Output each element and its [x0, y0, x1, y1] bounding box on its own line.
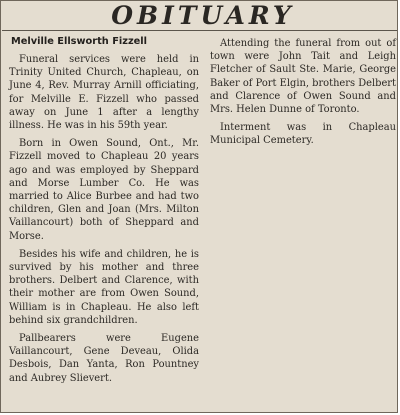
masthead [1, 1, 398, 31]
article-headline: Melville Ellsworth Fizzell [11, 36, 148, 47]
paragraph-interment: Interment was in Chapleau Municipal Cemetery. [210, 122, 396, 147]
paragraph-biography: Born in Owen Sound, Ont., Mr. Fizzell moved to Chapleau 20 years ago and was employed by Sheppard and Morse Lumber Co. He was married to Alice Burbee and had two children, Glen and Joan (Mrs. Milton Vaillancourt) both of Sheppard and Morse. [9, 138, 199, 242]
paragraph-out-of-town-attendees: Attending the funeral from out of town were John Tait and Leigh Fletcher of Sault Ste. Marie, George Baker of Port Elgin, brothers Delbert and Clarence of Owen Sound and Mrs. Helen Dunne of Toronto. [210, 38, 396, 116]
paragraph-survivors: Besides his wife and children, he is survived by his mother and three brothers. Delbert and Clarence, with their mother are from Owen Sound, William is in Chapleau. He also left behind six grandchildren. [9, 248, 199, 326]
section-title: OBITUARY [111, 1, 295, 30]
right-column [210, 33, 396, 153]
paragraph-pallbearers: Pallbearers were Eugene Vaillancourt, Gene Deveau, Olida Desbois, Dan Yanta, Ron Pountney and Aubrey Slievert. [9, 333, 199, 384]
paragraph-funeral-services: Funeral services were held in Trinity United Church, Chapleau, on June 4, Rev. Murray Arnill officiating, for Melville E. Fizzell who passed away on June 1 after a lengthy illness. He was in his 59th year. [9, 54, 199, 132]
left-column [9, 33, 199, 390]
masthead-rule [2, 30, 397, 31]
